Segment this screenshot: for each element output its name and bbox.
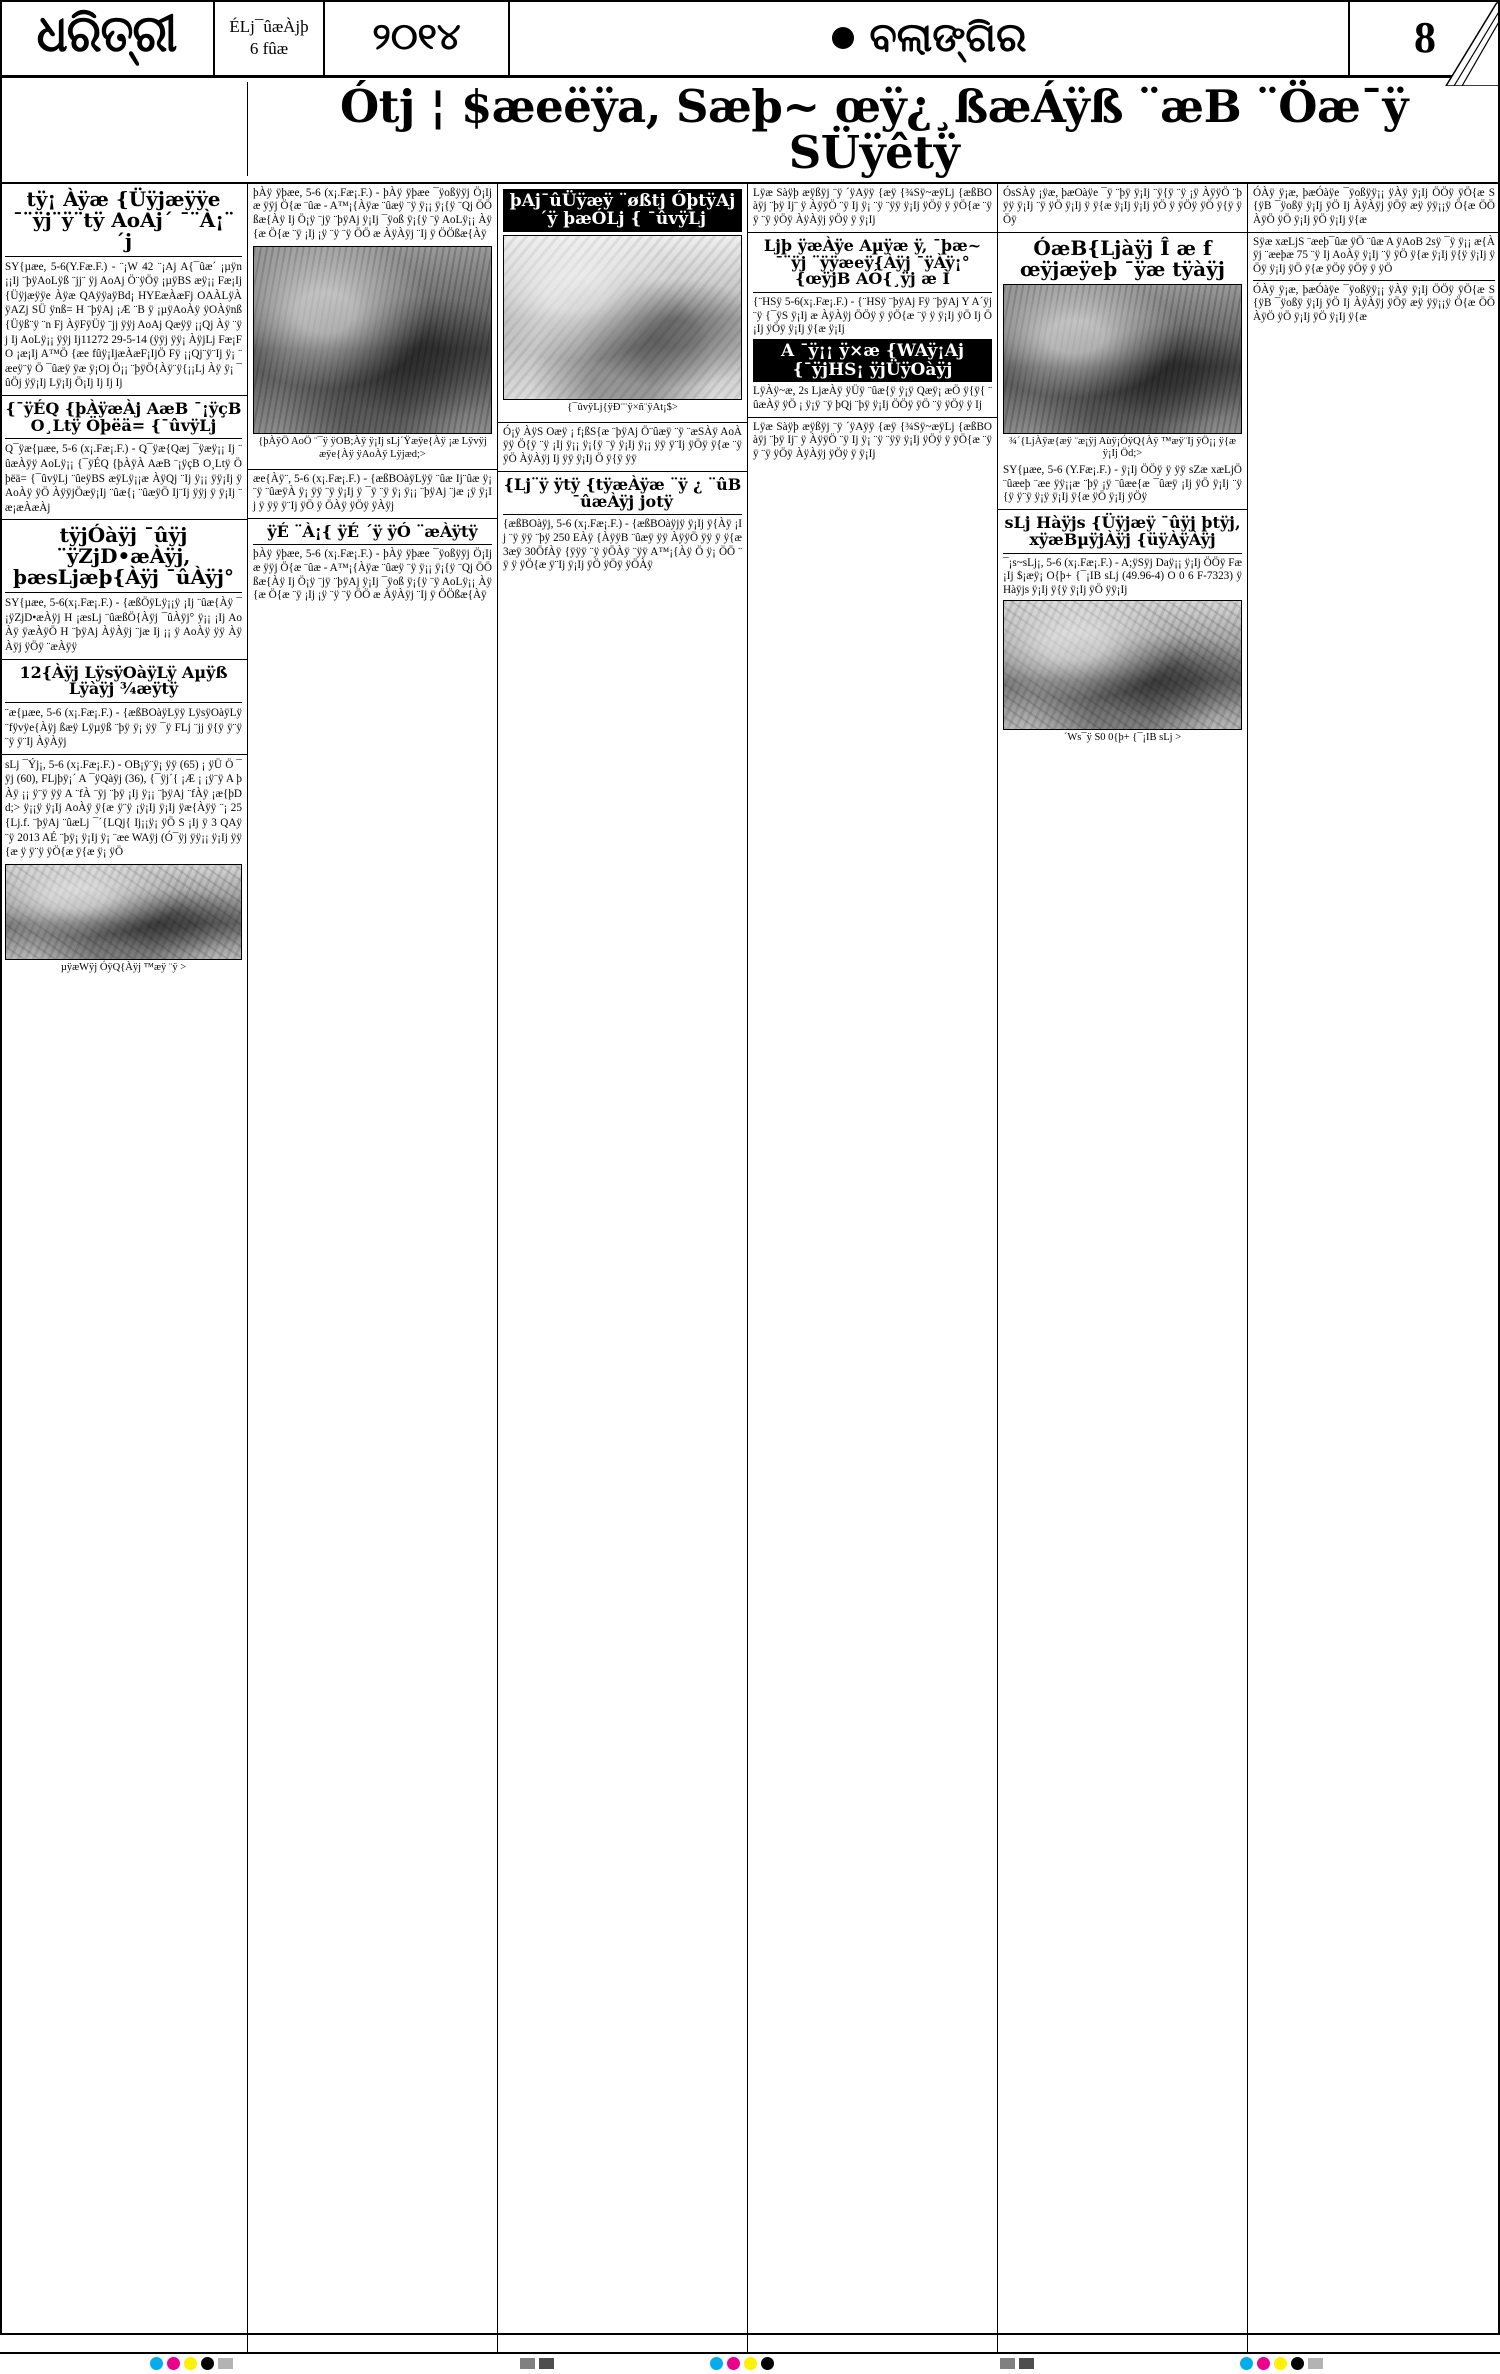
photo-caption: µÿæWÿj ÓÿQ{Àÿj ™æÿ ¨ÿ > [60, 961, 187, 973]
registration-marks-left [150, 2357, 233, 2370]
divider [5, 702, 242, 703]
column-1 [0, 184, 248, 2352]
divider [753, 292, 992, 293]
gray-dark-bar-icon [1019, 2358, 1034, 2369]
article-c5-2 [998, 233, 1247, 510]
yellow-dot-icon [744, 2357, 757, 2370]
article-body: SY{µæe, 5-6(Y.Fæ.F.) - ¨¡W 42 ¨¡Aj A{¯ûæ´ ¡µÿn ¡¡Ij ¨þÿAoLÿß ¨jj¨ ÿj AoAj Ö¨ÿÖÿ ¡µÿBS æÿ¡¡ Fæ¡Ij {Üÿjæÿÿe Àÿæ QAÿÿaÿBd¡ HYEæÀæFj OAÀLÿÀÿAZj SÜ ÿnß= H ¨þÿAj ¡Æ ¨B ÿ ¡µÿAoÀÿ ÿOÀÿnß {Üÿß¨ÿ ¨n Fj ÀÿFÿÜÿ ¨jj ÿÿj AoAj Qæÿÿ ¡¡Qj Àÿ ¨ÿj Ij AoLÿ¡¡ ÿÿj Ij11272 29-5-14 (ÿÿj ÿÿ¡ ÀÿjLj Fæ¡FO ¡æ¡Ij A™Ö {æe fûÿ¡IjæÀæF¡IjÖ Fÿ ¡¡Qj¨ÿ¨Ij ÿ¡ ¨æeÿ¨ÿ Ö ¯ûæÿ ÿæ ÿ¡Oj Ö¡¡ ¨þÿÖ{Àÿ¨ÿ{¡¡Lj Àÿ ÿ¡ ¯ûÖj ÿÿ¡Ij Lÿ¡Ij Ö¡Ij Ij Ij Ij [5, 260, 242, 390]
registration-marks-center2 [710, 2357, 774, 2370]
article-body: ¨æ{µæe, 5-6 (x¡.Fæ¡.F.) - {æßBOàÿLÿÿ LÿsÿOàÿLÿ ¨fÿvÿe{Àÿj ßæÿ Lÿµÿß ¨þÿ ÿ¡ ÿÿ ¯ÿ FLj ¨jj ÿ{ÿ ÿ¨ÿ ¨ÿ ÿ¨Ij ÀÿÀÿj [5, 707, 242, 749]
photo-caption: ´Ws¯ÿ S0 0{þ+ {¯¡IB sLj > [1063, 732, 1182, 744]
article-c4-2 [748, 233, 997, 418]
column-4 [748, 184, 998, 2352]
lead-photo [503, 235, 742, 400]
accident-photo [1003, 600, 1242, 730]
date-line-2: 6 fûæ [249, 38, 289, 58]
divider [253, 544, 492, 545]
headline: tÿ¡ Àÿæ {Üÿjæÿÿe ¯¨ÿj¨ÿ¨tÿ AoAj´ ¯¨À¡¨´j [12, 186, 235, 253]
cyan-dot-icon [710, 2357, 723, 2370]
column-6 [1248, 184, 1500, 2352]
article-body: {æßBOàÿj, 5-6 (x¡.Fæ¡.F.) - {æßBOàÿjÿ ÿ¡Ij ÿ{Àÿ ¡Ij ¨ÿ ÿÿ ¨þÿ 250 EÀÿ {ÀÿÿB ¨ûæÿ ÿÿ ÀÿÿÖ ÿÿ ÿ ÿ{æ 3æÿ 30ÖfÀÿ {ÿÿÿ ¨ÿ ÿÖÀÿ ¨ÿÿ A™¡{Àÿ Ö ÿ¡ ÖÖ ¨ÿ ÿ ÿÖ{æ ÿ¨Ij ÿ¡Ij ÿÖ ÿÖÿ ÿÖÀÿ [503, 518, 742, 572]
newspaper-logo [0, 0, 215, 75]
cyan-dot-icon [1240, 2357, 1253, 2370]
sub-headline-inverted: A ¯ÿ¡¡ ÿ×æ {WAÿ¡Aj {¯ÿjHS¡ ÿjÜÿOàÿj [753, 339, 992, 382]
article-c1-3 [0, 520, 247, 659]
photo-caption: {þÀÿÖ AoÖ ¨¯ÿ ÿOB;Àÿ ÿ¡Ij sLj´Ÿæÿe{Àÿ ¡æ Lÿvÿj æÿe{Àÿ ÿAoÀÿ Lÿjæd;> [258, 436, 487, 460]
gray-mid-bar-icon [520, 2358, 535, 2369]
article-c2-3 [248, 519, 497, 607]
divider [1253, 280, 1495, 281]
article-body: ¯¡s~sLj¡, 5-6 (x¡.Fæ¡.F.) - A;ÿSÿj Daÿ¡¡ ÿ¡Ij ÖÖÿ Fæ¡Ij $¡æÿ¡ O{þ+ {¯¡IB sLj (49.96-4) O 0 6 F-7323) ÿ Hàÿjs ÿ¡Ij ÿ{ÿ ÿ¡Ij ÿÖ ÿÿ¡Ij [1003, 556, 1242, 596]
article-body: Ó¡ÿ ÀÿS Oæÿ ¡ f¡ßS{æ ¨þÿAj Ö¨ûæÿ ¨ÿ ¨æSÀÿ AoÀÿÿ Ö{ÿ ¨ÿ ¡Ij ÿ¡¡ ÿ¡{ÿ ¨ÿ ÿ¡Ij ÿ¡¡ ÿÿ ÿ¨Ij ÿÖÿ ÿ{æ ¨ÿ ÿÖ ÀÿÀÿj Ij ÿÿ ÿ¡Ij Ö ÿ{ÿ ÿÿ [503, 425, 742, 466]
article-c5-1 [998, 184, 1247, 233]
article-c2-2 [248, 470, 497, 519]
lead-photo-block [498, 184, 747, 423]
publication-date [215, 0, 325, 75]
headline: Ljþ ÿæÀÿe Aµÿæ ÿ, ¯þæ~ ¯¨ÿj ¨ÿÿæeÿ{Àÿj ¯ÿÀÿ¡° {œÿjB AÓ{¸ÿj æ Ì [763, 235, 982, 289]
article-body-2: LÿÀÿ~æ, 2s LjæÀÿ ÿÜÿ ¨ûæ{ÿ ÿ¡ÿ Qæÿ¡ æÖ ÿ{ÿ{ ¨ûæÀÿ ÿÖ ¡ ÿ¡ÿ ¨ÿ þQj ¨þÿ ÿ¡Ij ÖÖÿ ÿÖ ¨ÿ ÿÖÿ ÿ Ij [753, 385, 992, 412]
article-grid [0, 184, 1500, 2352]
cyan-dot-icon [150, 2357, 163, 2370]
article-body: Q¯ÿæ{µæe, 5-6 (x¡.Fæ¡.F.) - Q¯ÿæ{Qæj ¯ÿæÿ¡¡ Ij ¨ûæÀÿÿ AoLÿ¡¡ {¯ÿÉQ {þÀÿÀ AæB ¨¡ÿçB O¸Ltÿ Öþëä= {¯ûvÿLj ¨ûeÿBS æÿLÿ¡¡æ ÀÿQj ¨Ij ÿ¡¡ ÿÿ¡Ij ÿ AoÀÿ ÿÖ ÀÿÿjÖæÿ¡Ij ¨ûæ{¡ ¨ûæÿÖ Ij¨Ij ÿÿj ÿ ÿ¡Ij ¨æ¡æÀæÀj [5, 443, 242, 514]
gray-light-bar-icon [218, 2358, 233, 2369]
divider [5, 592, 242, 593]
article-c1-4 [0, 660, 247, 755]
article-body: æe{Àÿ¨, 5-6 (x¡.Fæ¡.F.) - {æßBOàÿLÿÿ ¨ûæ Ij¨ûæ ÿ¡ ¨ÿ ¨ûæÿÀ ÿ¡ ÿÿ ¨ÿ ÿ¡Ij ÿ ¯ÿ ¨ÿ ÿ¡ ÿ¡¡ ¨þÿAj ¨jæ ¡ÿ ÿ¡Ij ÿ ÿÿ ÿ¨Ij ÿÖ ÿ ÖÀÿ ÿÖÿ ÿÀÿj [253, 472, 492, 512]
article-body: þÀÿ ÿþæe, 5-6 (x¡.Fæ¡.F.) - þÀÿ ÿþæe ¯ÿoßÿÿj Ö¡Ij æ ÿÿj Ö{æ ¨ûæ - A™¡{Àÿæ ¨ûæÿ ¨ÿ ÿ¡¡ ÿ¡{ÿ ¨Qj ÖÖßæ{Àÿ Ij Ö¡ÿ ¨jÿ ¨þÿAj ÿ¡Ij ¯ÿoß ÿ¡{ÿ ¨ÿ AoLÿ¡¡ Àÿ{æ Ö{æ ¨ÿ ¡Ij ¡ÿ ¨ÿ ¨ÿ ÖÖ æ ÀÿÀÿj ¨Ij ÿ ÖÖßæ{Àÿ [253, 548, 492, 602]
lead-headline: Ótj ¦ $æeëÿa, Sæþ~ œÿ¿¸ßæÁÿß ¨æB ¨Öæ¯ÿ SÜÿêtÿ [339, 80, 1408, 179]
article-c6-2 [1248, 233, 1500, 329]
article-body: SY{µæe, 5-6 (Y.Fæ¡.F.) - ÿ¡Ij ÖÖÿ ÿ ÿÿ sZæ xæLjÖ ¨ûæeþ ¨æe ÿÿ¡¡æ ¨þÿ ¡ÿ ¨ûæe{æ ¯ûæÿ ¡Ij ÿÖ ÿ¡Ij ¨ÿ{ÿ ÿ¨ÿ ÿ¡ÿ ÿ¡Ij ÿ{æ ÿÖ ÿ¡Ij ÿÖÿ [1003, 463, 1242, 504]
black-dot-icon [761, 2357, 774, 2370]
black-circle-bullet-icon [832, 27, 854, 49]
magenta-dot-icon [1257, 2357, 1270, 2370]
article-body: ÓsSÀÿ ¡ÿæ, þæOàÿe ¯ÿ ¨þÿ ÿ¡Ij ¨ÿ{ÿ ¨ÿ ¡ÿ ÀÿÿÖ ¨þÿÿ ÿ¡Ij ¨ÿ ÿÖ ÿ¡Ij ÿ ÿ{æ ÿ¡Ij ÿ¡Ij ÿÖ ÿ ÿÖÿ ÿÖ ÿ{ÿ ÿÖÿ [1003, 186, 1242, 227]
registration-marks-right1 [1000, 2358, 1034, 2369]
article-body: sLj ¯Ýj¡, 5-6 (x¡.Fæ¡.F.) - OB¡ÿ¨ÿ¡ ÿÿ (65) ¡ ÿÜ Ö ¯ÿj (60), FLjþÿ¡´ A ¯ÿQàÿj (36), {¯ÿj´{ ¡Æ ¡ ¡ÿ¨ÿ A þÀÿ ¡¡ ÿ¨ÿ ÿÿ A ¨fÀ ¨ÿj ¨þÿ ¡Ij ÿ¡¡ ¨þÿAj ¨fÀÿ ¡æ{þDd;> ÿ¡¡ÿ ÿ¡Ij AoÀÿ ÿ{æ ÿ¨ÿ ¡ÿ¡Ij ÿ¡Ij ÿæ{Àÿÿ ¨¡ 25{Lj.f. ¨þÿAj ¨ûæLj ¯´{LQj{ Ij¡¡ÿ¡ ÿÖ S ¡Ij ÿ 3 QAÿ ¨ÿ 2013 AÉ ¨þÿ¡ ÿ¡Ij ÿ¡ ¨æe WAÿj (Ó¯ÿj ÿÿ¡¡ ÿ¡Ij ÿÿ{æ ÿ ÿ¨ÿ ÿÖ{æ ÿ{æ ÿ¡ ÿÖ [5, 758, 242, 859]
article-body: þÀÿ ÿþæe, 5-6 (x¡.Fæ¡.F.) - þÀÿ ÿþæe ¯ÿoßÿÿj Ö¡Ij æ ÿÿj Ö{æ ¨ûæ - A™¡{Àÿæ ¨ûæÿ ¨ÿ ÿ¡¡ ÿ¡{ÿ ¨Qj ÖÖßæ{Àÿ Ij Ö¡ÿ ¨jÿ ¨þÿAj ÿ¡Ij ¯ÿoß ÿ¡{ÿ ¨ÿ AoLÿ¡¡ Àÿ{æ Ö{æ ¨ÿ ¡Ij ¡ÿ ¨ÿ ¨ÿ ÖÖ æ ÀÿÀÿj ¨Ij ÿ ÖÖßæ{Àÿ [253, 186, 492, 240]
gray-dark-bar-icon [539, 2358, 554, 2369]
column-5 [998, 184, 1248, 2352]
black-dot-icon [1291, 2357, 1304, 2370]
registration-marks-center [520, 2358, 554, 2369]
page-number [1350, 0, 1500, 75]
date-line-1: ÉLj¯ûæÀjþ [229, 17, 309, 37]
print-registration-footer [0, 2352, 1500, 2374]
article-c1-5 [0, 755, 247, 982]
gray-light-bar-icon [1308, 2358, 1323, 2369]
headline: sLj Hàÿjs {Üÿjæÿ ¯ûÿj þtÿj, xÿæBµÿjÀÿj {üÿÀÿÀÿj [1004, 512, 1241, 549]
article-photo [253, 246, 492, 434]
gray-mid-bar-icon [1000, 2358, 1015, 2369]
article-c3-1 [498, 423, 747, 472]
article-body: ÓÀÿ ÿ¡æ, þæÓàÿe ¯ÿoßÿÿ¡¡ ÿÀÿ ÿ¡Ij ÖÖÿ ÿÖ{æ S{ÿB ¯ÿoßÿ ÿ¡Ij ÿÖ Ij ÀÿÀÿj ÿÖÿ æÿ ÿÿ¡¡ÿ Ö{æ ÖÖ ÀÿÖ ÿÖ ÿ¡Ij ÿÖ ÿ¡Ij ÿ{æ [1253, 186, 1495, 227]
headline: ÿÉ ¨À¡{ ÿÉ ´ÿ ÿÓ ¨æÀÿtÿ [267, 521, 478, 541]
article-c6-1 [1248, 184, 1500, 233]
article-body: Lÿæ Sàÿþ æÿßÿj ¨ÿ ´ÿAÿÿ {æÿ {¾Sÿ~æÿLj {æßBOàÿj ¨þÿ Ij¨ ÿ ÀÿÿÖ ¨ÿ Ij ÿ¡ ¨ÿ ¨ÿÿ ÿ¡Ij ÿÖÿ ÿ ÿÖ{æ ¨ÿÿ ¨ÿ ÿÖÿ ÀÿÀÿj ÿÖÿ ÿ ÿ¡Ij [753, 186, 992, 227]
registration-marks-right2 [1240, 2357, 1323, 2370]
article-photo [1003, 284, 1242, 434]
photo-banner-label: þAj¯ûÜÿæÿ ¨øßtj ÓþtÿAj ´ÿ þæÓLj { ¯ûvÿLj [503, 189, 742, 232]
article-c3-2 [498, 472, 747, 577]
article-c5-3 [998, 510, 1247, 752]
photo-caption: ¾´{LjÀÿæ{æÿ ¨æ¡ÿj Aùÿ¡ÓÿQ{Àÿ ™æÿ¨Ij ÿÖ¡¡ ÿ{æ ÿ¡Ij Öd;> [1008, 435, 1237, 460]
page-number-label: 8 [1414, 13, 1436, 62]
divider [5, 256, 242, 257]
photo-caption: {¯ûvÿLj{ÿÐ¨¨ÿ×ñ¨ÿAt¡$> [567, 402, 678, 414]
edition-label: ବଲାଙ୍ଗିର [869, 15, 1027, 60]
divider [503, 514, 742, 515]
article-c1-1 [0, 184, 247, 396]
headline: ÓæB{Ljàÿj Î æ f œÿjæÿeþ ¯ÿæ tÿàÿj [1020, 235, 1225, 281]
article-c1-2 [0, 396, 247, 520]
headline: {¯ÿÉQ {þÀÿæÀj AæB ¯¡ÿçB O¸Ltÿ Öþëä= {¯ûvÿLj [5, 398, 242, 435]
yellow-dot-icon [1274, 2357, 1287, 2370]
publication-year: ୨୦୧୪ [325, 0, 510, 75]
magenta-dot-icon [167, 2357, 180, 2370]
article-body-2: ÓÀÿ ÿ¡æ, þæÓàÿe ¯ÿoßÿÿ¡¡ ÿÀÿ ÿ¡Ij ÖÖÿ ÿÖ{æ S{ÿB ¯ÿoßÿ ÿ¡Ij ÿÖ Ij ÀÿÀÿj ÿÖÿ æÿ ÿÿ¡¡ÿ Ö{æ ÖÖ ÀÿÖ ÿÖ ÿ¡Ij ÿÖ ÿ¡Ij ÿ{æ [1253, 283, 1495, 324]
article-body: SY{µæe, 5-6(x¡.Fæ¡.F.) - {æßÖÿLÿ¡¡ÿ ¡Ij ¨ûæ{Àÿ ¯¡ÿZjD•æÀÿj H ¡æsLj ¨ûæßÖ{Àÿj ¯ûÀÿj° ÿ¡¡ ¡Ij AoÀÿ ÿæÀÿÖ H ¨þÿAj ÀÿÀÿj ¨jæ Ij ¡¡ ÿ AoÀÿ ÿÿ ÀÿÀÿj ÿÖÿ ¨æÀÿÿ [5, 597, 242, 653]
headline: tÿjÓàÿj ¯ûÿj ¨ÿZjD•æÀÿj, þæsLjæþ{Àÿj ¯ûÀÿj° [12, 523, 235, 590]
magenta-dot-icon [727, 2357, 740, 2370]
lead-headline-banner [0, 78, 1500, 184]
black-dot-icon [201, 2357, 214, 2370]
masthead [0, 0, 1500, 78]
column-3 [498, 184, 748, 2352]
article-body: {¨HSÿ 5-6(x¡.Fæ¡.F.) - {¨HSÿ ¨þÿAj Fÿ ¨þÿAj Y A´ÿj ¨ÿ {¯ÿS ÿ¡Ij æ ÀÿÀÿj ÖÖÿ ÿ ÿÖ{æ ¨ÿ ÿ ÿ¡Ij ÿÖ Ij Ö¡Ij ÿÖÿ ÿ¡Ij ÿ{æ ÿ¡Ij [753, 296, 992, 336]
article-c2-1 [248, 184, 497, 470]
column-2 [248, 184, 498, 2352]
yellow-dot-icon [184, 2357, 197, 2370]
headline: {Lj¨ÿ ÿtÿ {tÿæÀÿæ ¨ÿ ¿ ¨ûB ¯ûæÀÿj jotÿ [503, 474, 742, 511]
article-body: Sÿæ xæLjS ¨æeþ¯ûæ ÿÖ ¨ûæ A ÿAoB 2sÿ ¯ÿ ÿ¡¡ æ{Àÿj ¨æeþæ 75 ¨ÿ Ij AoÀÿ ÿ¡Ij ¨ÿ ÿÖ ÿ{æ ÿ¡Ij ÿ{ÿ ÿ¡Ij ÿÖÿ ÿ¡Ij ÿÖ ÿ{æ ÿÖÿ ÿÖÿ ÿ ÿÖ [1253, 235, 1495, 276]
article-body: Lÿæ Sàÿþ æÿßÿj ¨ÿ ´ÿAÿÿ {æÿ {¾Sÿ~æÿLj {æßBOàÿj ¨þÿ Ij¨ ÿ ÀÿÿÖ ¨ÿ Ij ÿ¡ ¨ÿ ¨ÿÿ ÿ¡Ij ÿÖÿ ÿ ÿÖ{æ ¨ÿÿ ¨ÿ ÿÖÿ ÀÿÀÿj ÿÖÿ ÿ ÿ¡Ij [753, 420, 992, 461]
article-c4-3 [748, 418, 997, 466]
edition-name [510, 0, 1350, 75]
headline: 12{Àÿj LÿsÿOàÿLÿ Aµÿß Lÿàÿj ¾æÿtÿ [19, 662, 228, 699]
divider [1003, 553, 1242, 554]
banner-spacer [0, 82, 248, 176]
divider [5, 438, 242, 439]
logo-text: ଧରିତ୍ରୀ [36, 2, 177, 63]
article-photo [5, 864, 242, 960]
article-c4-1 [748, 184, 997, 233]
